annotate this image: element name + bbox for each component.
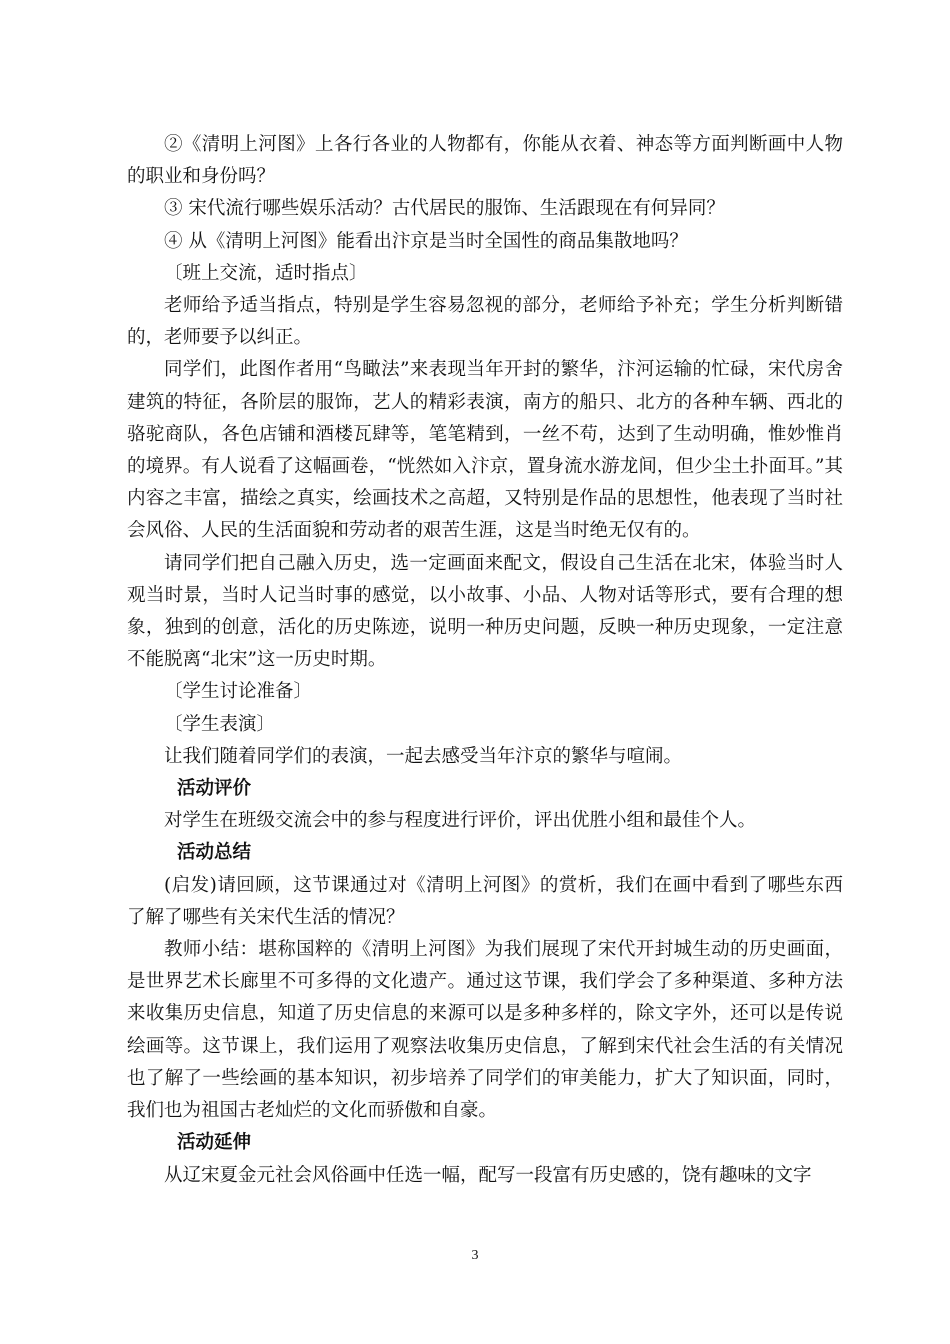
class-exchange-note: 〔班上交流，适时指点〕	[164, 262, 368, 284]
activity-extension-heading: 活动延伸	[177, 1132, 252, 1154]
discussion-prep-note: 〔学生讨论准备〕	[164, 681, 313, 703]
activity-evaluation-heading: 活动评价	[177, 778, 252, 800]
student-performance-note: 〔学生表演〕	[164, 713, 276, 735]
evaluation-paragraph: 对学生在班级交流会中的参与程度进行评价，评出优胜小组和最佳个人。	[164, 810, 757, 832]
question-2-paragraph: ②《清明上河图》上各行各业的人物都有，你能从衣着、神态等方面判断画中人物的职业和身份吗？	[127, 134, 843, 188]
question-3-paragraph: ③ 宋代流行哪些娱乐活动？古代居民的服饰、生活跟现在有何异同？	[164, 198, 725, 220]
question-4-paragraph: ④ 从《清明上河图》能看出汴京是当时全国性的商品集散地吗？	[164, 230, 688, 252]
document-body	[127, 129, 843, 1192]
teacher-guidance-paragraph: 老师给予适当指点，特别是学生容易忽视的部分，老师给予补充；学生分析判断错的，老师要予以纠正。	[127, 295, 843, 349]
page-number: 3	[471, 1248, 479, 1263]
performance-intro-paragraph: 让我们随着同学们的表演，一起去感受当年汴京的繁华与喧闹。	[164, 745, 683, 767]
teacher-summary-paragraph: 教师小结：堪称国粹的《清明上河图》为我们展现了宋代开封城生动的历史画面，是世界艺术长廊里不可多得的文化遗产。通过这节课，我们学会了多种渠道、多种方法来收集历史信息，知道了历史信息的来源可以是多种多样的，除文字外，还可以是传说绘画等。这节课上，我们运用了观察法收集历史信息，了解到宋代社会生活的有关情况也了解了一些绘画的基本知识，初步培养了同学们的审美能力，扩大了知识面，同时，我们也为祖国古老灿烂的文化而骄傲和自豪。	[127, 939, 843, 1122]
extension-paragraph: 从辽宋夏金元社会风俗画中任选一幅，配写一段富有历史感的，饶有趣味的文字	[164, 1164, 812, 1186]
role-play-instruction-paragraph: 请同学们把自己融入历史，选一定画面来配文，假设自己生活在北宋，体验当时人观当时景，当时人记当时事的感觉，以小故事、小品、人物对话等形式，要有合理的想象，独到的创意，活化的历史陈迹，说明一种历史问题，反映一种历史现象，一定注意不能脱离“北宋”这一历史时期。	[127, 552, 843, 671]
activity-summary-heading: 活动总结	[177, 842, 252, 864]
summary-prompt-paragraph: (启发)请回顾，这节课通过对《清明上河图》的赏析，我们在画中看到了哪些东西了解了哪些有关宋代生活的情况？	[127, 874, 843, 928]
painting-description-paragraph: 同学们，此图作者用“鸟瞰法”来表现当年开封的繁华，汴河运输的忙碌，宋代房舍建筑的特征，各阶层的服饰，艺人的精彩表演，南方的船只、北方的各种车辆、西北的骆驼商队，各色店铺和酒楼瓦肆等，笔笔精到，一丝不苟，达到了生动明确，惟妙惟肖的境界。有人说看了这幅画卷，“恍然如入汴京，置身流水游龙间，但少尘土扑面耳。”其内容之丰富，描绘之真实，绘画技术之高超，又特别是作品的思想性，他表现了当时社会风俗、人民的生活面貌和劳动者的艰苦生涯，这是当时绝无仅有的。	[127, 359, 843, 542]
